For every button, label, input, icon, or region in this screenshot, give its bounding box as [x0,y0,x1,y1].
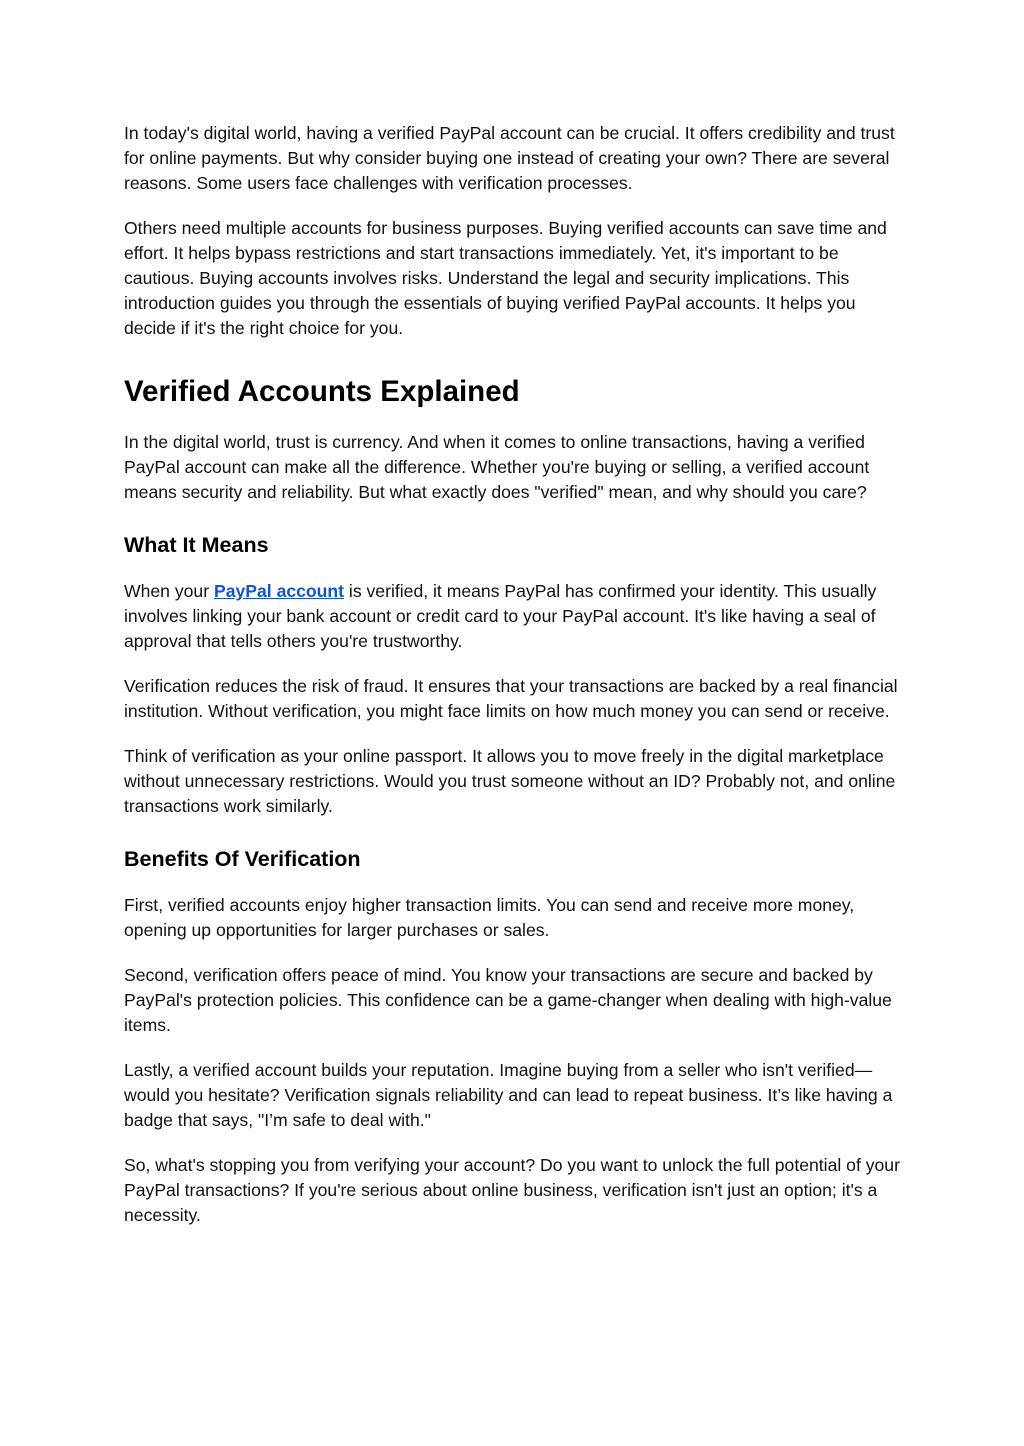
paragraph-text: When your [124,581,214,601]
verified-accounts-paragraph: In the digital world, trust is currency. And when it comes to online transactions, having a verified PayPal account can make all the difference. Whether you're buying or selling, a verified account means security and reliability. But what exactly does "verified" mean, and why should you care? [124,432,870,502]
what-it-means-paragraph-3: Think of verification as your online passport. It allows you to move freely in the digital marketplace without unnecessary restrictions. Would you trust someone without an ID? Probably not, and online transactions work similarly. [124,746,896,816]
what-it-means-paragraph-2: Verification reduces the risk of fraud. It ensures that your transactions are backed by a real financial institution. Without verification, you might face limits on how much money you can send or receive. [124,676,898,721]
benefits-paragraph-1: First, verified accounts enjoy higher transaction limits. You can send and receive more money, opening up opportunities for larger purchases or sales. [124,895,855,940]
intro-paragraph-2: Others need multiple accounts for business purposes. Buying verified accounts can save time and effort. It helps bypass restrictions and start transactions immediately. Yet, it's important to be cautious. Buying accounts involves risks. Understand the legal and security implications. This introduction guides you through the essentials of buying verified PayPal accounts. It helps you decide if it's the right choice for you. [124,218,887,338]
intro-paragraph-1: In today's digital world, having a verified PayPal account can be crucial. It offers credibility and trust for online payments. But why consider buying one instead of creating your own? There are several reasons. Some users face challenges with verification processes. [124,123,895,193]
benefits-paragraph-4: So, what's stopping you from verifying your account? Do you want to unlock the full potential of your PayPal transactions? If you're serious about online business, verification isn't just an option; it's a necessity. [124,1155,900,1225]
paragraph-text: is verified, it means PayPal has confirmed your identity. This usually involves linking your bank account or credit card to your PayPal account. It's like having a seal of approval that tells others you're trustworthy. [124,581,877,651]
subheading-benefits-of-verification: Benefits Of Verification [124,847,361,871]
benefits-paragraph-3: Lastly, a verified account builds your reputation. Imagine buying from a seller who isn't verified—would you hesitate? Verification signals reliability and can lead to repeat business. It’s like having a badge that says, "I’m safe to deal with." [124,1060,893,1130]
document-page [124,121,900,1228]
paypal-account-link[interactable]: PayPal account [213,581,345,601]
section-heading-verified-accounts: Verified Accounts Explained [124,375,520,408]
what-it-means-paragraph-1 [124,579,900,654]
subheading-what-it-means: What It Means [124,533,269,557]
benefits-paragraph-2: Second, verification offers peace of mind. You know your transactions are secure and backed by PayPal's protection policies. This confidence can be a game-changer when dealing with high-value items. [124,965,892,1035]
